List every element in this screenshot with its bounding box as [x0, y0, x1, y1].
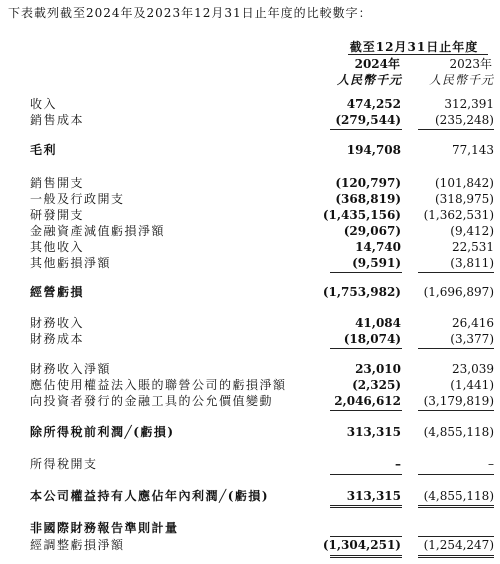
row-label: 收入 [30, 97, 58, 111]
value-2024: (1,435,156) [322, 208, 401, 222]
row-cost-of-sales [0, 112, 500, 128]
value-2023: (4,855,118) [423, 425, 494, 439]
row-label: 財務收入淨額 [30, 362, 112, 376]
row-label: 經營虧損 [30, 285, 85, 299]
subtotal-line-2023 [418, 410, 494, 411]
value-2024: (1,753,982) [322, 285, 401, 299]
row-label: 財務收入 [30, 316, 85, 330]
value-2024: (18,074) [343, 332, 401, 346]
subtotal-line-2024 [330, 474, 402, 475]
value-2023: (101,842) [435, 176, 494, 190]
row-fair-value-changes [0, 393, 500, 409]
value-2023: – [488, 457, 494, 471]
row-profit-attributable [0, 488, 500, 504]
unit-2023-header: 人民幣千元 [428, 73, 494, 87]
value-2023: 77,143 [452, 143, 494, 157]
row-label: 研發開支 [30, 208, 85, 222]
row-finance-costs [0, 331, 500, 347]
row-impairment-losses [0, 223, 500, 239]
value-2024: (1,304,251) [322, 538, 401, 552]
value-2024: (2,325) [352, 378, 401, 392]
total-double-line-2024 [330, 505, 402, 508]
value-2023: (235,248) [435, 113, 494, 127]
unit-2024-header: 人民幣千元 [336, 73, 402, 87]
row-rd-expenses [0, 207, 500, 223]
subtotal-line-2023 [418, 272, 494, 273]
value-2024: 474,252 [346, 97, 401, 111]
value-2024: 14,740 [355, 240, 401, 254]
row-label: 毛利 [30, 143, 58, 157]
row-adjusted-net-loss [0, 537, 500, 553]
row-non-ifrs-heading [0, 520, 500, 536]
row-operating-loss [0, 284, 500, 300]
value-2024: – [395, 457, 401, 471]
row-label: 所得稅開支 [30, 457, 98, 471]
row-revenue [0, 96, 500, 112]
value-2024: 194,708 [346, 143, 401, 157]
row-net-finance-income [0, 361, 500, 377]
value-2024: (9,591) [352, 256, 401, 270]
value-2023: (3,179,819) [423, 394, 494, 408]
value-2023: (4,855,118) [423, 489, 494, 503]
value-2023: (318,975) [435, 192, 494, 206]
value-2024: (279,544) [335, 113, 401, 127]
row-income-tax [0, 456, 500, 472]
row-label: 經調整虧損淨額 [30, 538, 125, 552]
value-2023: 26,416 [452, 316, 494, 330]
subtotal-line-2024 [330, 129, 402, 130]
row-profit-before-tax [0, 424, 500, 440]
value-2024: 313,315 [346, 425, 401, 439]
value-2024: 313,315 [346, 489, 401, 503]
row-label: 本公司權益持有人應佔年內利潤╱(虧損) [30, 489, 270, 503]
subtotal-line-2024 [330, 410, 402, 411]
row-share-of-associates-losses [0, 377, 500, 393]
row-label: 一般及行政開支 [30, 192, 125, 206]
value-2023: (3,811) [450, 256, 494, 270]
value-2024: (120,797) [335, 176, 401, 190]
value-2023: (1,441) [450, 378, 494, 392]
value-2023: (3,377) [450, 332, 494, 346]
value-2024: 23,010 [355, 362, 401, 376]
value-2024: 2,046,612 [334, 394, 401, 408]
value-2023: (1,362,531) [423, 208, 494, 222]
year-2024-header: 2024年 [354, 57, 400, 71]
row-label: 除所得稅前利潤╱(虧損) [30, 425, 175, 439]
subtotal-line-2024 [330, 272, 402, 273]
value-2023: (1,254,247) [423, 538, 494, 552]
value-2024: 41,084 [355, 316, 401, 330]
subtotal-line-2023 [418, 129, 494, 130]
period-header: 截至12月31日止年度 [349, 40, 479, 54]
row-selling-expenses [0, 175, 500, 191]
subtotal-line-2023 [418, 348, 494, 349]
row-other-losses [0, 255, 500, 271]
row-label: 應佔使用權益法入賬的聯營公司的虧損淨額 [30, 378, 287, 392]
value-2023: (1,696,897) [423, 285, 494, 299]
intro-text: 下表載列截至2024年及2023年12月31日止年度的比較數字： [8, 6, 372, 20]
row-label: 向投資者發行的金融工具的公允價值變動 [30, 394, 274, 408]
total-double-line-2023 [418, 555, 494, 558]
year-2023-header: 2023年 [449, 57, 492, 71]
value-2023: (9,412) [450, 224, 494, 238]
value-2023: 22,531 [452, 240, 494, 254]
row-label: 其他虧損淨額 [30, 256, 112, 270]
value-2024: (368,819) [335, 192, 401, 206]
subtotal-line-2023 [418, 474, 494, 475]
total-double-line-2023 [418, 505, 494, 508]
value-2023: 23,039 [452, 362, 494, 376]
row-other-income [0, 239, 500, 255]
total-double-line-2024 [330, 555, 402, 558]
row-label: 其他收入 [30, 240, 85, 254]
row-label: 財務成本 [30, 332, 85, 346]
row-gross-profit [0, 142, 500, 158]
row-label: 非國際財務報告準則計量 [30, 521, 179, 535]
row-finance-income [0, 315, 500, 331]
value-2023: 312,391 [444, 97, 494, 111]
row-label: 銷售成本 [30, 113, 85, 127]
subtotal-line-2024 [330, 348, 402, 349]
row-label: 銷售開支 [30, 176, 85, 190]
row-admin-expenses [0, 191, 500, 207]
value-2024: (29,067) [343, 224, 401, 238]
row-label: 金融資產減值虧損淨額 [30, 224, 166, 238]
